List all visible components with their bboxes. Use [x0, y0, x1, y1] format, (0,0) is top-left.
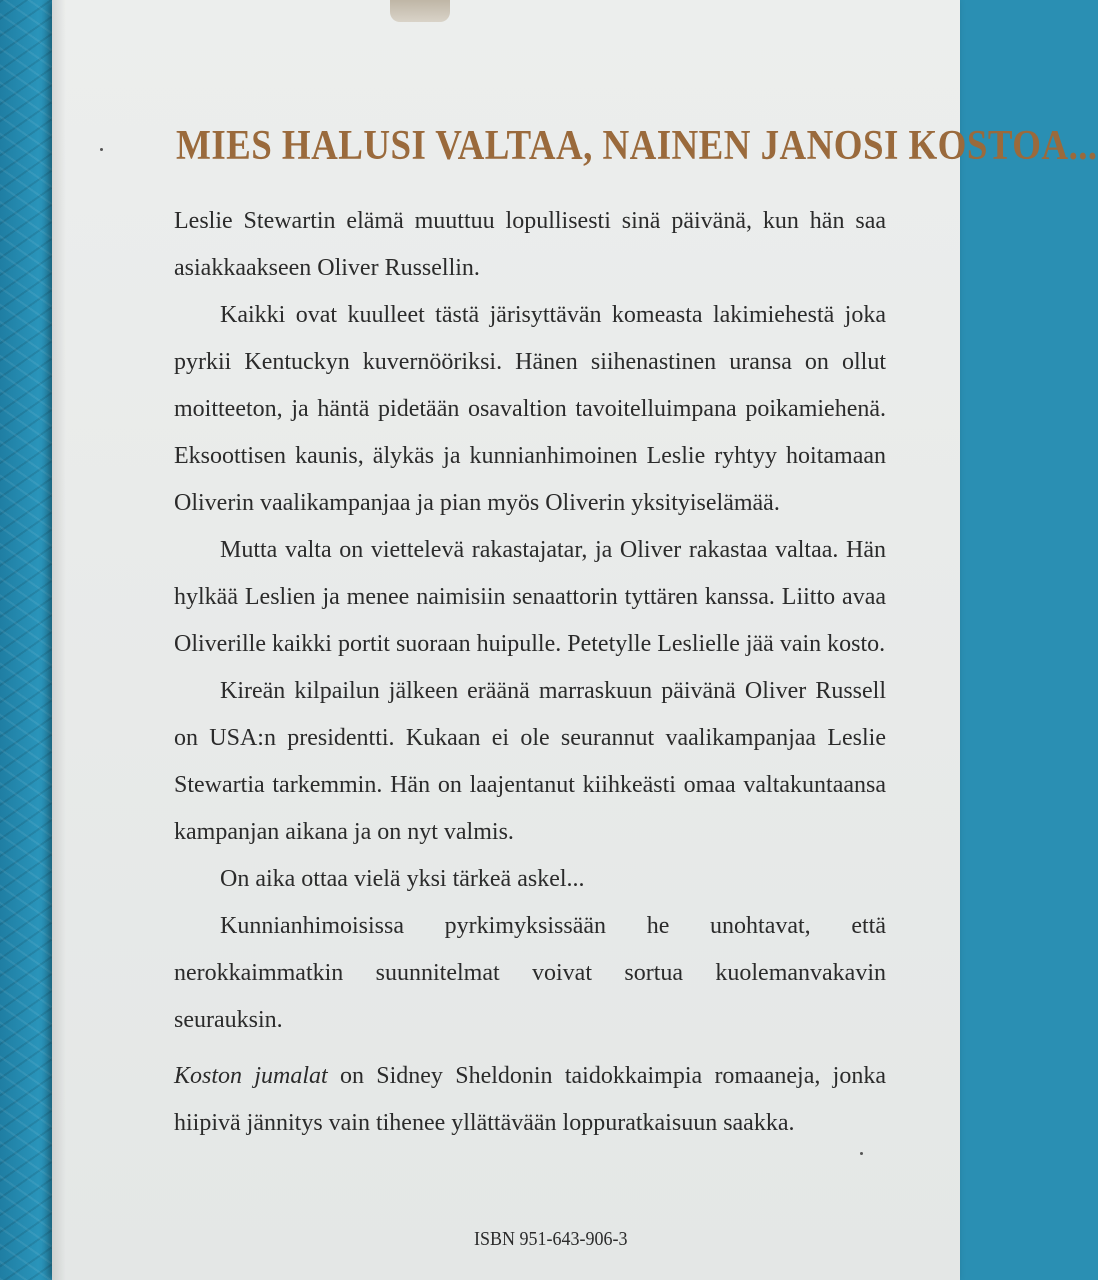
paragraph: On aika ottaa vielä yksi tärkeä askel...: [220, 866, 585, 892]
synopsis-text: [174, 198, 886, 1044]
cover-speck: [860, 1152, 863, 1155]
isbn: ISBN 951-643-906-3: [474, 1228, 628, 1250]
headline: MIES HALUSI VALTAA, NAINEN JANOSI KOSTOA...: [176, 123, 1098, 169]
paragraph: Kireän kilpailun jälkeen eräänä marraskuun päivänä Oliver Russell on USA:n presidentti. Kukaan ei ole seurannut vaalikampanjaa Leslie Stewartia tarkemmin. Hän on laajentanut kiihkeästi omaa valtakuntaansa kampanjan aikana ja on nyt valmis.: [174, 678, 886, 845]
blurb-text: on Sidney Sheldonin taidokkaimpia romaaneja, jonka hiipivä jännitys vain tihenee yllättävään loppuratkaisuun saakka.: [174, 1063, 886, 1136]
cover-tab: [390, 0, 450, 22]
paragraph: Kaikki ovat kuulleet tästä järisyttävän komeasta lakimiehestä joka pyrkii Kentuckyn kuvernööriksi. Hänen siihenastinen uransa on ollut moitteeton, ja häntä pidetään osavaltion tavoitelluimpana poikamiehenä. Eksoottisen kaunis, älykäs ja kunnianhimoinen Leslie ryhtyy hoitamaan Oliverin vaalikampanjaa ja pian myös Oliverin yksityiselämää.: [174, 302, 886, 516]
blurb-paragraph: [174, 1053, 886, 1147]
paragraph: Leslie Stewartin elämä muuttuu lopullisesti sinä päivänä, kun hän saa asiakkaakseen Oliver Russellin.: [174, 208, 886, 281]
paragraph: Mutta valta on viettelevä rakastajatar, ja Oliver rakastaa valtaa. Hän hylkää Leslien ja menee naimisiin senaattorin tyttären kanssa. Liitto avaa Oliverille kaikki portit suoraan huipulle. Petetylle Leslielle jää vain kosto.: [174, 537, 886, 657]
book-title: Koston jumalat: [174, 1063, 328, 1089]
paragraph: Kunnianhimoisissa pyrkimyksissään he unohtavat, että nerokkaimmatkin suunnitelmat voivat sortua kuolemanvakavin seurauksin.: [174, 913, 886, 1033]
cover-speck: [100, 148, 103, 151]
